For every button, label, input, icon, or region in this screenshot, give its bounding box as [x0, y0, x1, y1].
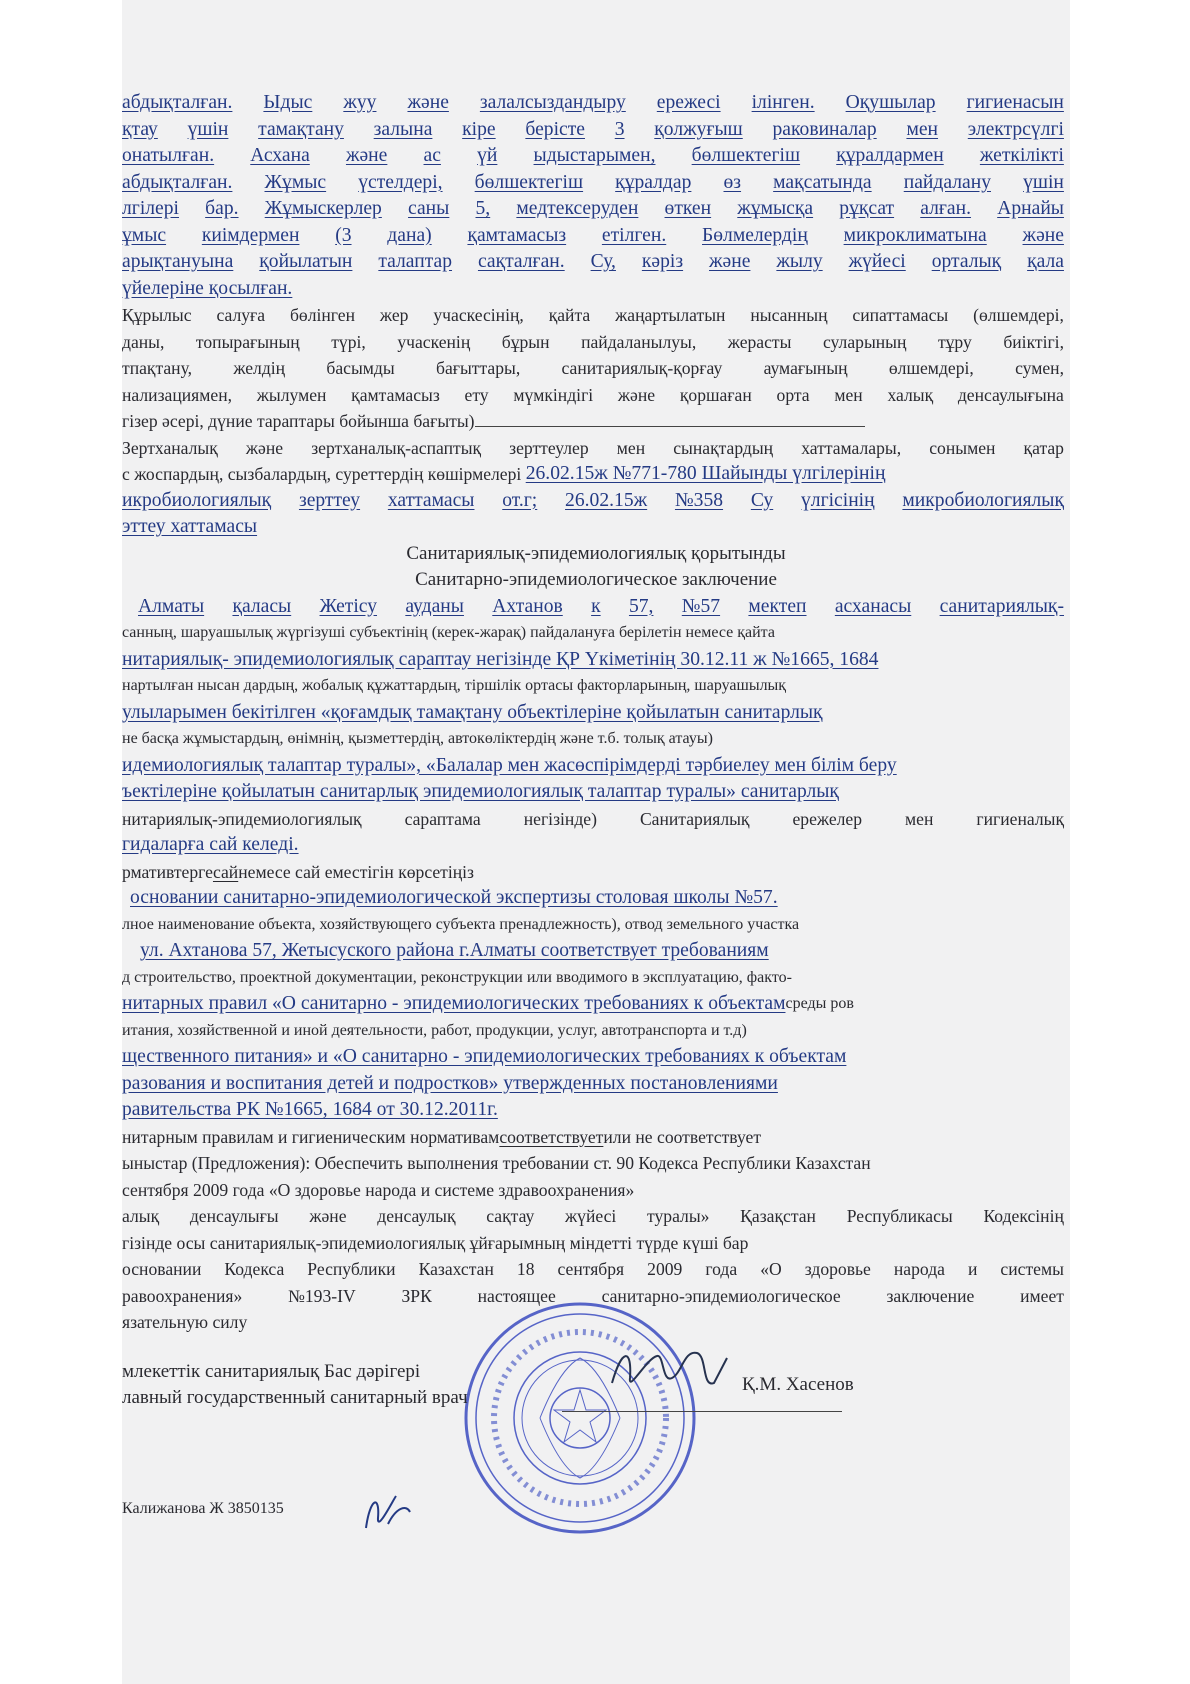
word: хаттамалары, [801, 437, 902, 458]
word: кіре [462, 118, 496, 140]
word: қамтамасыз [467, 224, 567, 246]
handwritten-requirements-line: идемиологиялық талаптар туралы», «Балалар мен жасөспірімдерді тәрбиелеу мен білім беру [122, 754, 897, 776]
word: қайта [548, 305, 591, 325]
printed-hint-construction: д строительство, проектной документации, реконструкции или вводимого в эксплуатацию, факто- [122, 968, 792, 986]
word: берісте [525, 118, 585, 140]
word: 5, [475, 198, 491, 219]
proposals-date-line: сентября 2009 года «О здоровье народа и системе здравоохранения» [122, 1179, 635, 1200]
word: сақтау [486, 1206, 535, 1226]
word: Кодексінің [983, 1206, 1064, 1226]
word: мақсатында [773, 171, 872, 193]
word: жұмысқа [737, 198, 814, 219]
word: жүйесі [848, 251, 906, 272]
document-body [122, 90, 1070, 1336]
handwritten-line [122, 223, 1070, 250]
word: гигиеналық [976, 808, 1064, 829]
word: үшін [1023, 171, 1064, 193]
word: 18 [516, 1259, 535, 1279]
word: бар. [205, 198, 239, 219]
word: ауданы [405, 595, 464, 617]
word: Республики [307, 1259, 396, 1279]
handwritten-rules-line: улыларымен бекітілген «қоғамдық тамақтану объектілеріне қойылатын санитарлық [122, 701, 823, 723]
word: равоохранения» [122, 1285, 243, 1306]
handwritten-line [122, 170, 1070, 197]
word: мен [906, 118, 939, 140]
word: қамтамасыз [351, 384, 440, 405]
word: Жұмыс [264, 171, 327, 193]
word: санитариялық- [939, 595, 1064, 617]
word: зерттеулер [509, 437, 589, 458]
signature-block [122, 1361, 1070, 1421]
word: суларының [822, 331, 907, 352]
word: онатылған. [122, 145, 215, 166]
word: сақталған. [477, 251, 565, 272]
word: ілінген. [751, 92, 815, 113]
printed-line [122, 302, 1070, 329]
word: «О [760, 1259, 782, 1279]
word: имеет [1020, 1285, 1064, 1306]
word: Казахстан [418, 1259, 494, 1279]
word: бөлшектегіш [474, 171, 584, 193]
word: құралдар [615, 171, 692, 193]
word: Құрылыс [122, 305, 192, 325]
selected-compliant-ru: соответствует [499, 1126, 604, 1147]
word: основании [122, 1259, 202, 1279]
word: орта [776, 384, 810, 405]
word: санитариялық-қорғау [561, 358, 723, 378]
word: арықтануына [122, 251, 234, 272]
title-ru: Санитарно-эпидемиологическое заключение [415, 569, 777, 590]
word: Ыдыс [263, 92, 313, 113]
lab-protocols-line [122, 435, 1070, 462]
printed-line [122, 355, 1070, 382]
word: қолжуғыш [654, 118, 743, 140]
printed-line [122, 382, 1070, 409]
word: зертханалық-аспаптық [311, 437, 482, 458]
word: қаласы [232, 595, 292, 617]
handwritten-education-line: разования и воспитания детей и подростков» утвержденных постановлениями [122, 1072, 778, 1094]
word: залалсыздандыру [479, 92, 626, 113]
code-kz-line [122, 1203, 1070, 1230]
printed-block-land-description [122, 302, 1070, 408]
word: денсаулығы [189, 1206, 279, 1226]
word: жерасты [727, 331, 792, 352]
word: негізінде) [523, 808, 597, 829]
word: талаптар [378, 251, 453, 272]
word: (өлшемдері, [973, 305, 1064, 325]
word: Ахтанов [492, 595, 563, 617]
word: пайдаланылуы, [581, 331, 697, 352]
printed-hint-subject: санның, шаруашылық жүргізуші субъектінің (керек-жарақ) пайдалануға берілетін немесе қайта [122, 624, 775, 641]
word: года [705, 1259, 738, 1279]
copies-line: с жоспардың, сызбалардың, суреттердің көшірмелері 26.02.15ж №771-780 Шайынды үлгілерінің [122, 461, 1070, 488]
handwritten-expertise-line: нитариялық- эпидемиологиялық сараптау негізінде ҚР Үкіметінің 30.12.11 ж №1665, 1684 [122, 648, 879, 670]
word: өлшемдері, [888, 358, 974, 378]
handwritten-address-line: ул. Ахтанова 57, Жетысуского района г.Алматы соответствует требованиям [140, 940, 769, 961]
word: бұрын [501, 331, 550, 352]
word: үстелдері, [358, 171, 443, 193]
word: ЗРК [401, 1285, 432, 1306]
word: және [407, 92, 449, 113]
word: жылумен [256, 384, 327, 405]
word: халық [887, 384, 934, 405]
printed-norms-line: рмативтерге сай немесе сай еместігін көрсетіңіз [122, 859, 1070, 886]
executor-initials-mark [358, 1488, 418, 1534]
word: қтау [122, 118, 158, 140]
word: және [245, 437, 284, 458]
word: Алматы [138, 595, 205, 617]
word: ету [464, 384, 489, 405]
printed-hint-works: не басқа жұмыстардың, өнімнің, қызметтердің, автокөліктердің және т.б. толық атауы) [122, 730, 713, 747]
word: 57, [628, 595, 654, 617]
handwritten-microbiology-line [122, 488, 1070, 515]
word: хаттамасы [387, 489, 475, 511]
printed-hint-object-ru: лное наименование объекта, хозяйствующего субъекта пренадлежность), отвод земельного участка [122, 915, 800, 933]
handwritten-sanitary-rules: нитарных правил «О санитарно - эпидемиологических требованиях к объектам среды ров [122, 993, 854, 1014]
word: нысанның [750, 305, 828, 325]
handwritten-block-1 [122, 90, 1070, 302]
word: Қазақстан [740, 1206, 816, 1226]
handwritten-line [122, 196, 1070, 223]
word: №57 [681, 595, 721, 617]
word: от.г; [502, 489, 538, 511]
word: микроклиматына [843, 224, 987, 246]
word: жүйесі [565, 1206, 617, 1226]
word: топырағының [195, 331, 300, 352]
word: үшін [187, 118, 229, 140]
word: и [967, 1259, 978, 1279]
word: абдықталған. [122, 171, 233, 193]
signer-title-ru: лавный государственный санитарный врач [122, 1387, 468, 1408]
printed-hint-factors: нартылған нысан дардың, жобалық құжаттардың, тіршілік ортасы факторларының, шаруашылық [122, 677, 787, 694]
word: Бөлмелердің [702, 224, 808, 246]
word: сумен, [1015, 358, 1064, 378]
executor-line: Калижанова Ж 3850135 [122, 1500, 284, 1517]
word: учаскенің [397, 331, 471, 352]
word: пайдалану [903, 171, 991, 193]
word: салуға [216, 305, 266, 325]
word: үйелеріне қосылған. [122, 277, 293, 299]
word: Кодекса [224, 1259, 285, 1279]
obligatory-kz-line: гізінде осы санитариялық-эпидемиологиялық ұйғарымның міндетті түрде күші бар [122, 1232, 749, 1253]
word: және [709, 251, 751, 272]
word: алық [122, 1206, 160, 1226]
word: желдің [233, 358, 286, 378]
word: Жұмыскерлер [264, 198, 382, 219]
word: дана) [387, 224, 432, 246]
word: Арнайы [997, 198, 1064, 219]
printed-compliance-line: нитарным правилам и гигиеническим нормативам соответствует или не соответствует [122, 1124, 1070, 1151]
document-sheet [122, 0, 1070, 1684]
word: денсаулық [377, 1206, 456, 1226]
word: және [617, 384, 656, 405]
word: нитариялық-эпидемиологиялық [122, 808, 362, 829]
word: және [309, 1206, 347, 1226]
word: үлгісінің [801, 489, 875, 511]
selected-compliant-kz: сай [212, 861, 239, 882]
word: қатар [1023, 437, 1064, 458]
word: киімдермен [201, 224, 300, 246]
printed-line [122, 329, 1070, 356]
word: ережелер [792, 808, 863, 829]
word: икробиологиялық [122, 489, 272, 511]
word: жаңартылатын [615, 305, 726, 325]
word: №358 [674, 489, 724, 511]
handwritten-catering-line: щественного питания» и «О санитарно - эпидемиологических требованиях к объектам [122, 1046, 847, 1067]
handwritten-line [122, 117, 1070, 144]
word: денсаулығына [957, 384, 1064, 405]
word: абдықталған. [122, 92, 233, 113]
word: жер [379, 305, 409, 325]
word: к [591, 595, 601, 617]
word: туралы» [647, 1206, 710, 1226]
signer-name: Қ.М. Хасенов [742, 1374, 854, 1395]
word: кәріз [641, 251, 684, 272]
word: медтексеруден [516, 198, 639, 219]
word: бөлшектегіш [691, 145, 801, 166]
word: бағыттары, [436, 358, 521, 378]
word: қоршаған [679, 384, 752, 405]
word: №193-IV [288, 1285, 356, 1306]
word: ас [423, 145, 441, 166]
blank-line [475, 408, 865, 427]
word: Санитариялық [639, 808, 750, 829]
word: үй [477, 145, 498, 166]
word: народа [893, 1259, 945, 1279]
word: тұру [937, 331, 972, 352]
printed-hint-activity: итания, хозяйственной и иной деятельности, работ, продукции, услуг, автотранспорта и т.д) [122, 1021, 747, 1039]
word: сынақтардың [673, 437, 774, 458]
word: жеткілікті [979, 145, 1064, 166]
word: электрсүлгі [967, 118, 1064, 140]
word: санитарно-эпидемиологическое [601, 1285, 841, 1306]
word: түрі, [331, 331, 366, 352]
word: учаскесінің, [433, 305, 524, 325]
word: 3 [614, 118, 625, 140]
word: тпақтану, [122, 358, 193, 378]
word: настоящее [477, 1285, 556, 1306]
word: жылу [776, 251, 823, 272]
word: бөлінген [289, 305, 356, 325]
handwritten-line [122, 90, 1070, 117]
word: Су, [590, 251, 616, 272]
word: Оқушылар [845, 92, 936, 113]
handwritten-compliant-kz: гидаларға сай келеді. [122, 834, 299, 855]
word: өз [723, 171, 742, 193]
word: Зертханалық [122, 437, 218, 458]
word: тамақтану [258, 118, 344, 140]
line-sides-of-world: гізер әсері, дүние тараптары бойынша бағыты) [122, 408, 1070, 435]
word: микробиологиялық [902, 489, 1064, 511]
word: аумағының [763, 358, 848, 378]
word: саны [408, 198, 450, 219]
obligatory-ru-line: язательную силу [122, 1312, 248, 1332]
handwritten-protocol-end: эттеу хаттамасы [122, 516, 258, 537]
handwritten-protocol-ref: 26.02.15ж №771-780 Шайынды үлгілерінің [525, 463, 886, 484]
word: рұқсат [839, 198, 895, 219]
word: 26.02.15ж [565, 489, 648, 511]
proposals-line: ыныстар (Предложения): Обеспечить выполнения требовании ст. 90 Кодекса Республики Казахстан [122, 1153, 871, 1173]
printed-expertise-basis [122, 806, 1070, 833]
word: және [1022, 224, 1064, 246]
word: ыдыстарымен, [533, 145, 656, 166]
word: гигиенасын [966, 92, 1064, 113]
word: биіктігі, [1003, 331, 1064, 352]
handwritten-ru-expertise: основании санитарно-эпидемиологической экспертизы столовая школы №57. [130, 887, 778, 908]
word: Асхана [250, 145, 310, 166]
code-ru-line [122, 1256, 1070, 1283]
word: Су [750, 489, 774, 511]
word: мен [905, 808, 934, 829]
word: даны, [122, 331, 165, 352]
word: өткен [664, 198, 712, 219]
word: раковиналар [772, 118, 877, 140]
handwritten-object-line [122, 594, 1070, 621]
word: нализациямен, [122, 384, 233, 405]
handwritten-line [122, 276, 1070, 303]
word: басымды [326, 358, 395, 378]
word: етілген. [601, 224, 667, 246]
word: асханасы [834, 595, 912, 617]
word: сипаттамасы [852, 305, 949, 325]
word: системы [1000, 1259, 1064, 1279]
word: ұмыс [122, 224, 167, 246]
handwritten-government-line: равительства РК №1665, 1684 от 30.12.2011г. [122, 1099, 498, 1120]
word: қойылатын [259, 251, 353, 272]
word: мен [616, 437, 646, 458]
word: мектеп [748, 595, 807, 617]
word: мен [834, 384, 863, 405]
word: жуу [343, 92, 377, 113]
word: қала [1027, 251, 1064, 272]
word: мүмкіндігі [513, 384, 594, 405]
word: 2009 [647, 1259, 683, 1279]
word: Республикасы [846, 1206, 953, 1226]
word: құралдармен [836, 145, 944, 166]
word: сентября [557, 1259, 625, 1279]
word: зерттеу [298, 489, 361, 511]
handwritten-objects-line: ъектілеріне қойылатын санитарлық эпидемиологиялық талаптар туралы» санитарлық [122, 781, 839, 802]
handwritten-line [122, 143, 1070, 170]
word: сонымен [929, 437, 996, 458]
title-kz: Санитариялық-эпидемиологиялық қорытынды [406, 542, 786, 564]
word: (3 [335, 224, 352, 246]
word: Жетісу [319, 595, 378, 617]
word: здоровье [804, 1259, 871, 1279]
word: залына [373, 118, 433, 140]
word: орталық [931, 251, 1002, 272]
signer-title-kz: млекеттік санитариялық Бас дәрігері [122, 1361, 421, 1382]
word: сараптама [404, 808, 481, 829]
signature-line [562, 1411, 842, 1412]
word: лгілері [122, 198, 179, 219]
word: заключение [886, 1285, 975, 1306]
word: ережесі [656, 92, 721, 113]
word: алған. [920, 198, 972, 219]
word: және [345, 145, 388, 166]
handwritten-line [122, 249, 1070, 276]
